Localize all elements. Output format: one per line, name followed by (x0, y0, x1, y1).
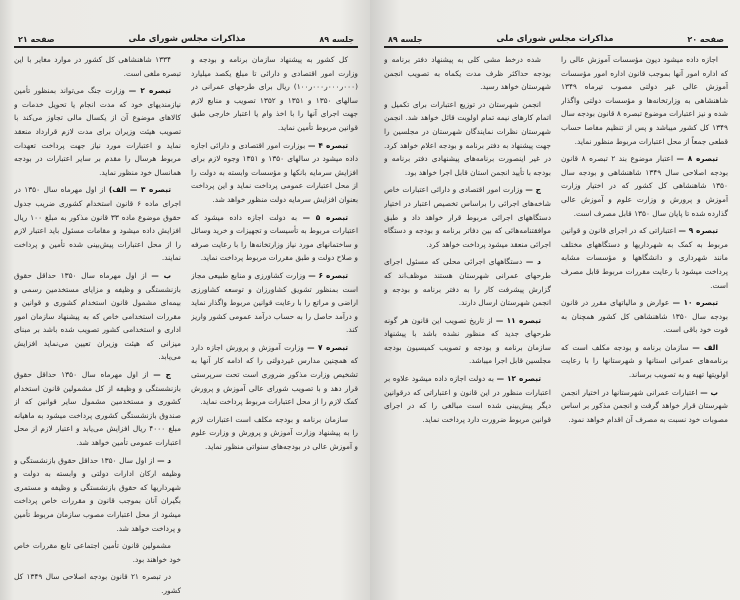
clause-heading: د — (157, 455, 171, 465)
clause-heading: تبصره ۵ — (302, 212, 348, 222)
running-title: مذاکرات مجلس شورای ملی (496, 34, 614, 44)
paragraph (561, 152, 728, 220)
paragraph-text: از اول مهرماه سال ۱۳۵۰ حداقل حقوق بازنشستگی و وظیفه از کل مشمولین قانون استخدام کشوری و مستخدمین مشمول سایر قوانین که از صندوق بازنشستگی کشوری پرداخت میشود به ماهیانه مبلغ ۴۰۰۰ ریال افزایش می‌یابد و اعتبار لازم از محل اعتبارات عمومی تأمین خواهد شد. (14, 370, 181, 448)
text-column (14, 53, 181, 600)
text-column (561, 53, 728, 600)
clause-heading: تبصره ۳ — الف) (108, 185, 171, 195)
paragraph-text: شده درخط مشی کلی به پیشنهاد دفتر برنامه و بودجه حداکثر ظرف مدت یکماه به تصویب انجمن شهرستان خواهد رسید. (384, 55, 551, 92)
paragraph (384, 98, 551, 180)
paragraph (14, 269, 181, 364)
clause-heading: تبصره ۱۰ — (672, 298, 719, 308)
paragraph (191, 269, 358, 337)
paragraph (384, 314, 551, 368)
page-number: صفحه ۲۰ (687, 35, 724, 44)
paragraph-text: وزارت امور اقتصادی و دارائی اعتبارات خاص شاخه‌های اجرائی را براساس تخصیص اعتبار در اختیار دستگاههای اجرائی مربوط قرار خواهد داد و طبق موافقتنامه‌هائی که بین دفاتر برنامه و بودجه و دستگاه اجرائی منعقد میشود پرداخت خواهد کرد. (384, 185, 551, 249)
paragraph (14, 53, 181, 80)
clause-heading: ج — (525, 185, 541, 195)
paragraph (384, 53, 551, 94)
paragraph (384, 255, 551, 309)
paragraph-text: وزارت جنگ می‌تواند بمنظور تأمین نیازمندیهای خود که مدت انجام یا تحویل خدمات و کالاهای موضوع آن از یکسال مالی تجاوز می‌کند با تصویب هیئت وزیران برای مدت لازم قرارداد منعقد نماید و اعتبارات مورد نیاز جهت پرداخت تعهدات مربوط هرسال را مقدم بر سایر اعتبارات در بودجه همانسال خود منظور نماید. (14, 86, 181, 177)
paragraph-text: سازمان برنامه و بودجه مکلف است که برنامه‌های عمرانی استانها و شهرستانها را با رعایت اولویتها تهیه و به تصویب برساند. (561, 342, 728, 380)
paragraph (561, 224, 728, 292)
clause-heading: تبصره ۸ — (676, 154, 718, 164)
page-header (14, 34, 358, 48)
paragraph-text: انجمن شهرستان در توزیع اعتبارات برای تکمیل و اتمام کارهای نیمه تمام اولویت قائل خواهد شد. انجمن شهرستان نظرات نمایندگان شهرستان در مجلسین را جهت پیشنهاد به دفتر برنامه و بودجه اعلام خواهد کرد. در غیر اینصورت برنامه‌های پیشنهادی دفتر برنامه و بودجه با تأیید انجمن استان قابل اجرا خواهد بود. (384, 99, 551, 177)
paragraph-text: عوارض و مالیاتهای مقرر در قانون بودجه سال ۱۳۵۰ شاهنشاهی کل کشور همچنان به قوت خود باقی است. (561, 298, 728, 335)
paragraph (561, 341, 728, 382)
paragraph (14, 539, 181, 566)
paragraph-text: دستگاههای اجرائی محلی که مسئول اجرای طرحهای عمرانی شهرستان هستند موظف‌اند که گزارش پیشرفت کار را به دفتر برنامه و بودجه و انجمن شهرستان ارسال دارند. (384, 257, 551, 308)
paragraph-text: اعتباراتی که در اجرای قانون و قوانین مربوط به کمک به شهرداریها و دستگاههای مختلف مانند شهرداری و دانشگاهها و مؤسسات مشابه پرداخت میشود با رعایت مقررات مربوط قابل مصرف است. (561, 226, 728, 290)
paragraph-text: در تبصره ۲۱ قانون بودجه اصلاحی سال ۱۳۴۹ کل کشور. (14, 572, 181, 595)
clause-heading: تبصره ۶ — (308, 270, 348, 280)
paragraph-text: وزارت کشاورزی و منابع طبیعی مجاز است بمنظور تشویق کشاورزان و توسعه کشاورزی اراضی و مراتع را با رعایت قوانین مربوط واگذار نماید و درآمد حاصل را به حساب درآمد عمومی کشور واریز کند. (191, 270, 358, 335)
paragraph (561, 53, 728, 148)
page-right (370, 0, 740, 600)
clause-heading: تبصره ۱۲ — (496, 374, 542, 384)
paragraph-text: ۱۳۳۴ شاهنشاهی کل کشور در موارد مغایر با این تبصره ملغی است. (14, 55, 181, 78)
paragraph-text: اعتبار موضوع بند ۲ تبصره ۸ قانون بودجه اصلاحی سال ۱۳۴۹ شاهنشاهی و بودجه سال ۱۳۵۰ شاهنشاهی کل کشور که در اختیار وزارت آموزش و پرورش و وزارت علوم و آموزش عالی گذارده شده تا پایان سال ۱۳۵۰ قابل مصرف است. (561, 154, 728, 218)
page-header (384, 34, 728, 48)
session-number: جلسه ۸۹ (388, 35, 423, 44)
paragraph (14, 84, 181, 179)
paragraph-text: سازمان برنامه و بودجه مکلف است اعتبارات لازم را به پیشنهاد وزارت آموزش و پرورش و وزارت علوم و آموزش عالی در بودجه‌های سنواتی منظور نماید. (191, 414, 358, 452)
paragraph-text: به دولت اجازه داده میشود که اعتبارات مربوط به تأسیسات و تجهیزات و خرید وسائل و ساختمانهای مورد نیاز وزارتخانه‌ها را با رعایت صرفه و صلاح دولت و طبق مقررات مربوط پرداخت نماید. (191, 212, 358, 263)
paragraph-text: وزارت آموزش و پرورش اجازه دارد که همچنین مدارس غیردولتی را که ادامه کار آنها به تشخیص وزارت مذکور ضروری است تحت سرپرستی قرار دهد و با تصویب شورای عالی آموزش و پرورش کمک لازم را از محل اعتبارات مربوط پرداخت نماید. (191, 342, 358, 407)
paragraph (191, 341, 358, 409)
paragraph-text: به دولت اجازه داده میشود علاوه بر اعتبارات منظور در این قانون و اعتباراتی که درقوانین دیگر پیش‌بینی شده است مبالغی را که در اجرای قوانین مربوط ضرورت دارد پرداخت نماید. (384, 374, 551, 424)
paragraph (384, 183, 551, 251)
text-column (191, 53, 358, 600)
paragraph-text: از اول مهرماه سال ۱۳۵۰ در اجرای ماده ۶ قانون استخدام کشوری ضریب جدول حقوق موضوع ماده ۳۳ قانون مذکور به مبلغ ۱۰۰ ریال افزایش داده میشود و مقامات مسئول باید اعتبار لازم را از محل اعتبارات پیش‌بینی شده تأمین و پرداخت نمایند. (14, 185, 181, 263)
clause-heading: ج — (153, 370, 171, 380)
paragraph-text: از اول سال ۱۳۵۰ حداقل حقوق بازنشستگی و وظیفه ارکان ادارات دولتی و وابسته به دولت و شهرداریها که حقوق بازنشستگی و وظیفه و مستمری بگیران آنان بموجب قانون و مقررات خاص پرداخت میشود از محل اعتبارات مصوب سازمان مربوط تأمین و پرداخت خواهد شد. (14, 455, 181, 533)
clause-heading: تبصره ۲ — (128, 86, 171, 96)
paragraph-text: از اول مهرماه سال ۱۳۵۰ حداقل حقوق بازنشستگی و وظیفه و مزایای مستخدمین رسمی و بیمه‌ای مشمول قانون استخدام کشوری و قوانین و مقررات استخدامی خاص که به پیشنهاد سازمان امور اداری و استخدامی کشور تصویب شده باشد بر مبنای میزانی که هیئت وزیران تعیین می‌نماید افزایش می‌یابد. (14, 270, 181, 362)
clause-heading: تبصره ۹ — (678, 226, 718, 236)
paragraph-text: اعتبارات عمرانی شهرستانها در اختیار انجمن شهرستان قرار خواهد گرفت و انجمن مذکور بر اساس مصوبات خود نسبت به مصرف آن اقدام خواهد نمود. (561, 387, 728, 424)
paragraph-text: مشمولین قانون تأمین اجتماعی تابع مقررات خاص خود خواهند بود. (14, 541, 181, 564)
clause-heading: تبصره ۴ — (307, 140, 348, 150)
paragraph (14, 570, 181, 597)
clause-heading: تبصره ۱۱ — (495, 315, 542, 325)
paragraph (191, 139, 358, 207)
running-title: مذاکرات مجلس شورای ملی (128, 34, 246, 44)
clause-heading: الف — (692, 342, 718, 352)
clause-heading: ب — (700, 387, 718, 397)
text-column (384, 53, 551, 600)
text-columns (384, 53, 728, 600)
text-columns (14, 53, 358, 600)
session-number: جلسه ۸۹ (319, 35, 354, 44)
paragraph (14, 368, 181, 450)
paragraph-text: بوزارت امور اقتصادی و دارائی اجازه داده میشود در سالهای ۱۳۵۰ و ۱۳۵۱ وجوه لازم برای افزایش سرمایه بانکها و مؤسسات وابسته به دولت را از محل اعتبارات عمومی پرداخت نماید و این پرداخت بعنوان افزایش سرمایه دولت منظور خواهد شد. (191, 140, 358, 204)
paragraph (191, 53, 358, 135)
paragraph-text: اجازه داده میشود دیون مؤسسات آموزش عالی را که اداره امور آنها بموجب قانون اداره امور مؤسسات آموزش عالی غیر دولتی مصوب تیرماه ۱۳۴۹ شاهنشاهی به وزارتخانه‌ها و مؤسسات دولتی واگذار شده و نیز اعتبارات موضوع تبصره ۸ قانون بودجه سال ۱۳۴۹ کل کشور میباشد و پس از تنظیم مفاصا حساب قطعی جمعاً از محل اعتبارات مربوط منظور نماید. (561, 55, 728, 146)
page-number: صفحه ۲۱ (18, 35, 55, 44)
paragraph-text: کل کشور به پیشنهاد سازمان برنامه و بودجه و وزارت امور اقتصادی و دارائی تا مبلغ یکصد میلیارد (۰۰۰ر۰۰۰ر۰۰۰ر۱۰۰) ریال برای طرحهای عمرانی در سالهای ۱۳۵۰ و ۱۳۵۱ و ۱۳۵۲ تصویب و منابع لازم جهت اجرای آنها را با اخذ وام یا اعتبار خارجی طبق قوانین مربوط تأمین نماید. (191, 55, 358, 132)
paragraph (561, 386, 728, 427)
paragraph (191, 211, 358, 265)
clause-heading: ب — (151, 270, 171, 280)
paragraph-text: از تاریخ تصویب این قانون هر گونه طرحهای جدید که منظور نشده باشد با پیشنهاد سازمان برنامه و بودجه و تصویب کمیسیون بودجه مجلسین قابل اجرا میباشد. (384, 315, 551, 366)
paragraph (14, 454, 181, 536)
paragraph (14, 183, 181, 265)
paragraph (191, 413, 358, 454)
clause-heading: د — (525, 257, 541, 267)
paragraph (384, 372, 551, 426)
paragraph (561, 296, 728, 337)
clause-heading: تبصره ۷ — (307, 342, 348, 352)
